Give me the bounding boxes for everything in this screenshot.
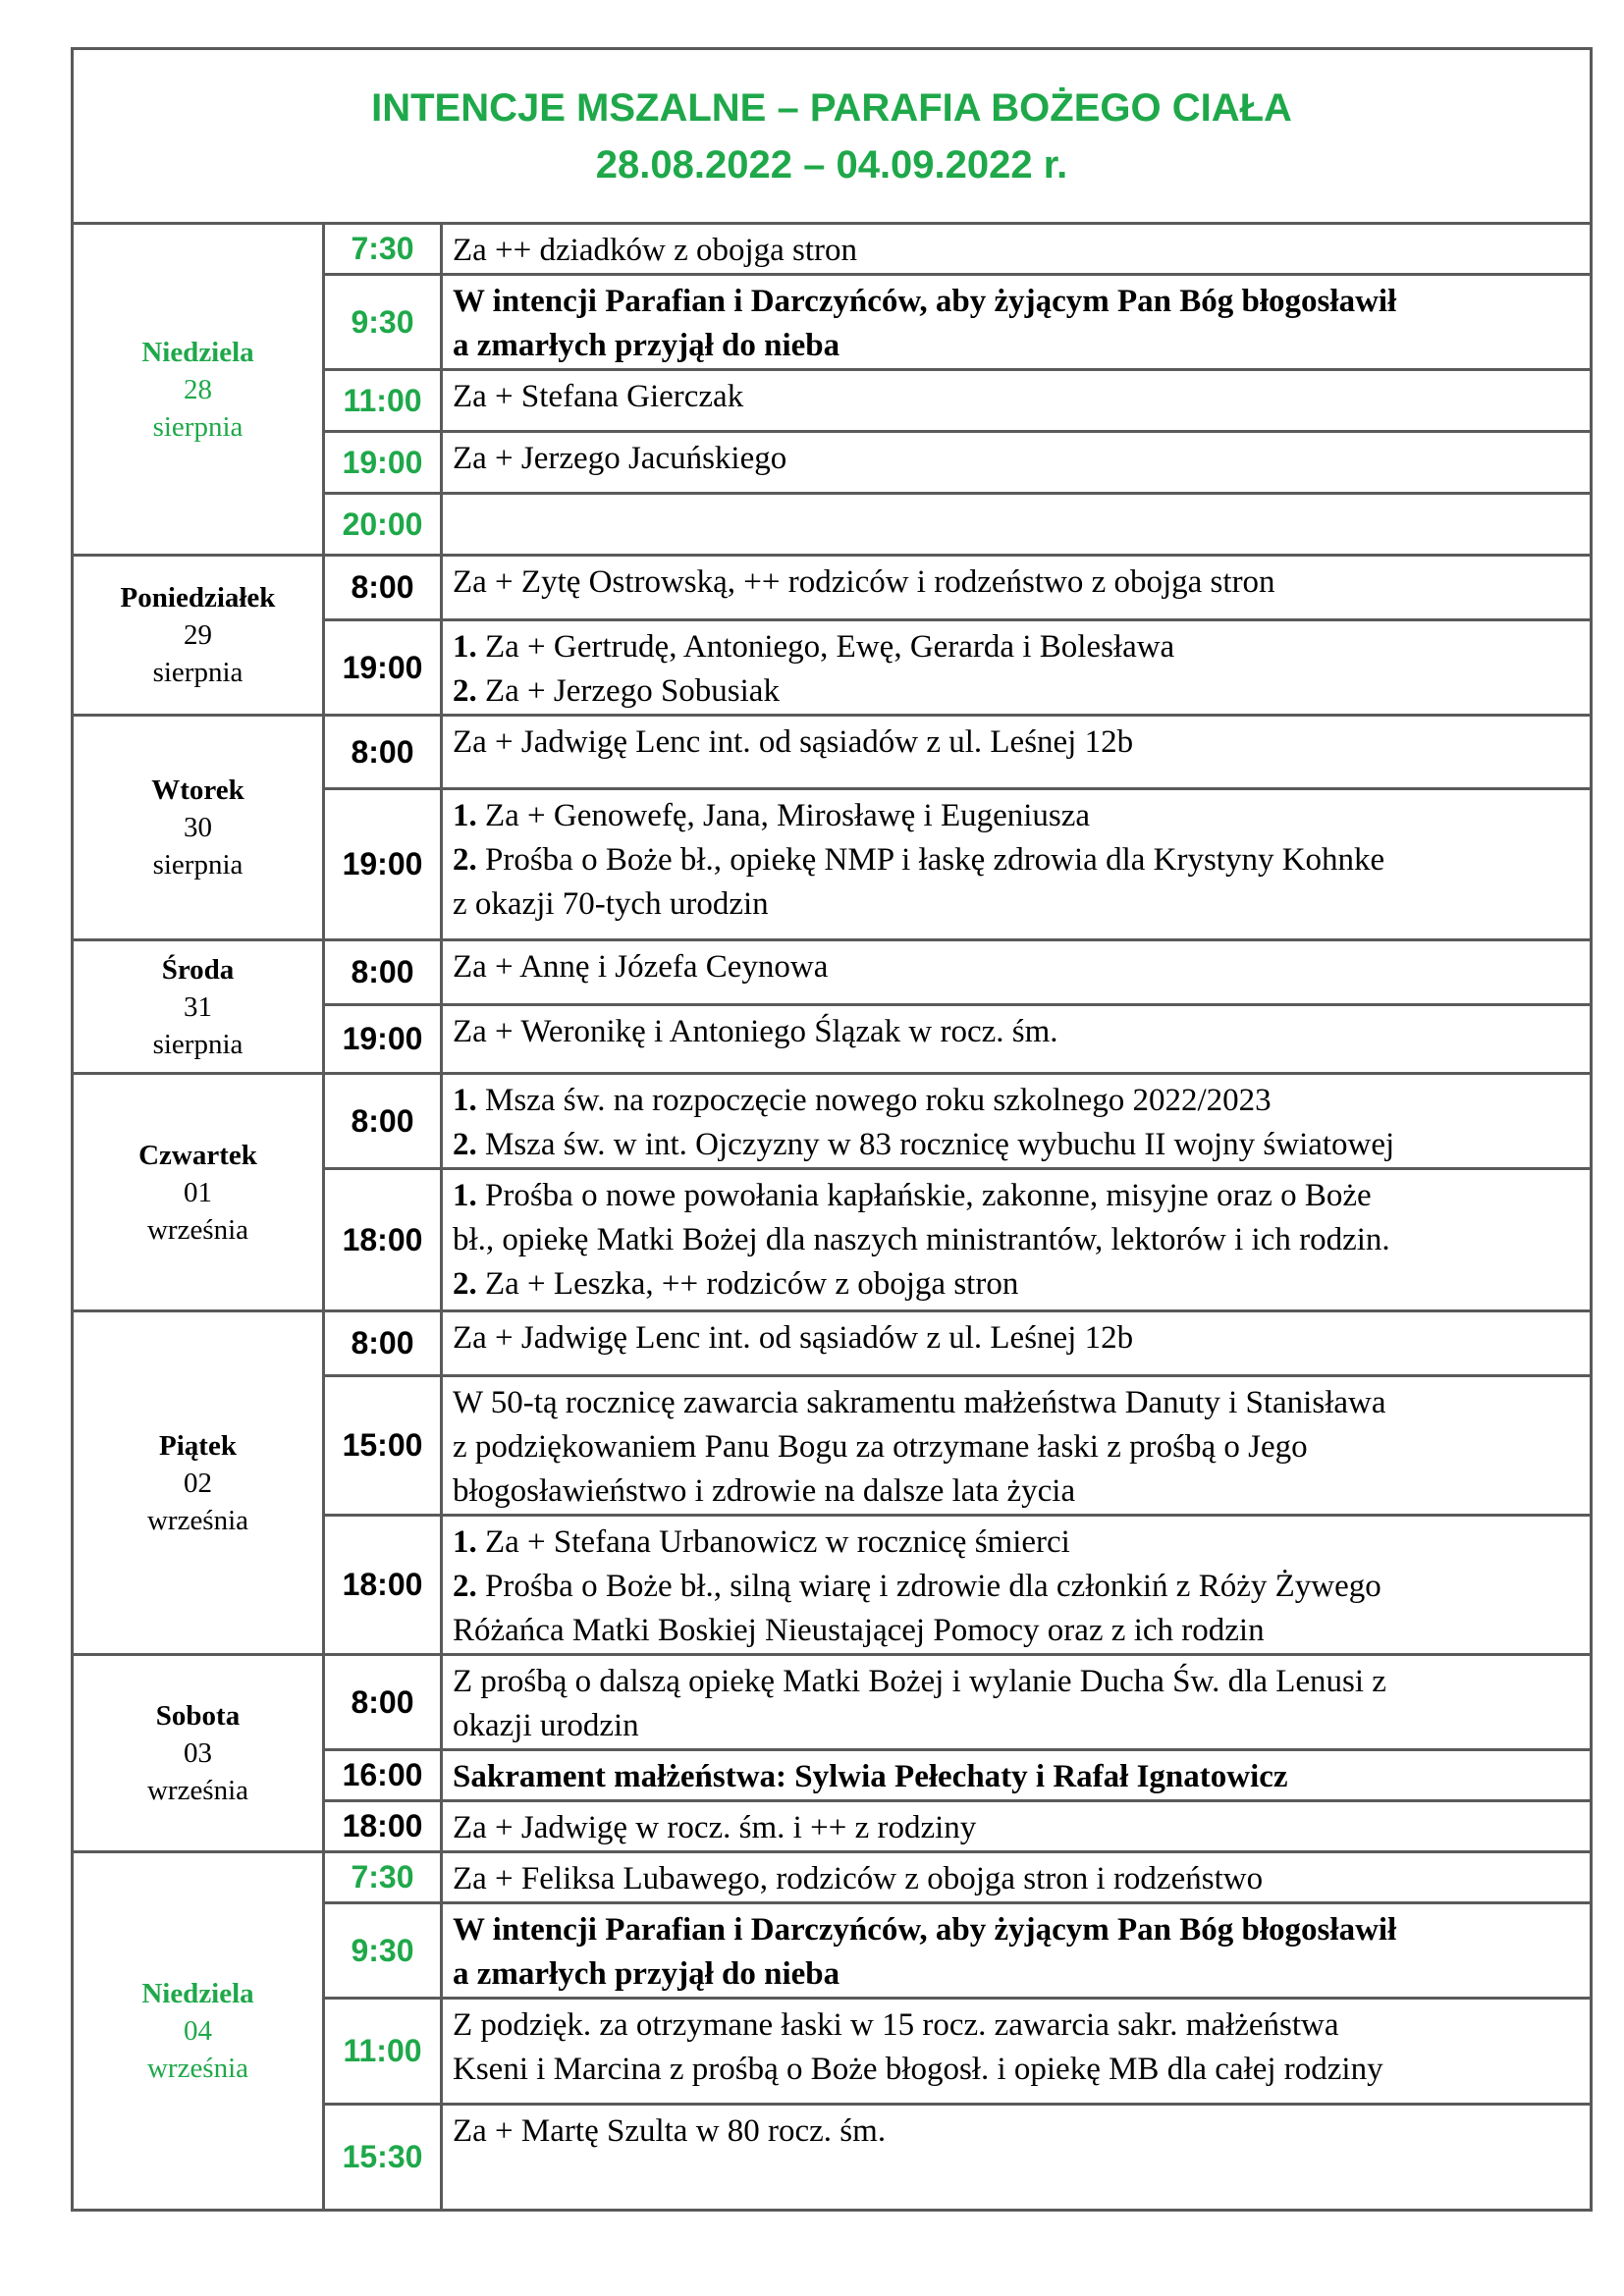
intention-line (453, 1755, 1580, 1799)
day-month: sierpnia (152, 657, 244, 688)
intention-line (453, 1262, 1580, 1307)
day-month: września (146, 1504, 249, 1536)
mass-time: 20:00 (324, 494, 442, 556)
mass-time: 8:00 (324, 940, 442, 1005)
mass-intention (442, 1655, 1592, 1750)
intention-line (453, 1952, 1580, 1997)
intention-number: 2. (453, 1569, 477, 1604)
day-number: 28 (184, 373, 212, 405)
mass-intention (442, 275, 1592, 370)
intention-number: 1. (453, 1524, 477, 1560)
intention-text: W 50-tą rocznicę zawarcia sakramentu małżeństwa Danuty i Stanisława (453, 1385, 1386, 1420)
mass-time: 8:00 (324, 1311, 442, 1376)
intention-line (453, 1218, 1580, 1262)
intention-line (453, 1704, 1580, 1748)
intention-text: Za + Genowefę, Jana, Mirosławę i Eugeniusza (476, 798, 1091, 833)
intention-line (453, 721, 1580, 765)
intention-text: Msza św. na rozpoczęcie nowego roku szkolnego 2022/2023 (476, 1083, 1272, 1118)
intention-number: 2. (453, 1127, 477, 1162)
intention-text: Różańca Matki Boskiej Nieustającej Pomocy oraz z ich rodzin (453, 1613, 1265, 1648)
intention-text: W intencji Parafian i Darczyńców, aby żyjącym Pan Bóg błogosławił (453, 1912, 1397, 1948)
mass-time: 7:30 (324, 224, 442, 275)
mass-row (73, 556, 1592, 620)
day-number: 02 (184, 1467, 212, 1499)
mass-intention (442, 494, 1592, 556)
title-cell (73, 49, 1592, 224)
intention-text: Za + Stefana Gierczak (453, 379, 744, 414)
mass-intention (442, 1516, 1592, 1655)
intention-line (453, 945, 1580, 989)
day-cell (73, 940, 324, 1074)
day-month: września (146, 2053, 249, 2084)
intention-line (453, 1857, 1580, 1901)
intention-line (453, 1381, 1580, 1425)
mass-intention (442, 1074, 1592, 1169)
intention-text: okazji urodzin (453, 1708, 639, 1743)
mass-time: 15:00 (324, 1376, 442, 1516)
mass-intention (442, 716, 1592, 789)
mass-time: 8:00 (324, 1655, 442, 1750)
mass-intention (442, 940, 1592, 1005)
intention-number: 1. (453, 798, 477, 833)
intention-text: Za ++ dziadków z obojga stron (453, 233, 858, 268)
intention-text: Za + Stefana Urbanowicz w rocznicę śmierci (476, 1524, 1070, 1560)
mass-time: 18:00 (324, 1516, 442, 1655)
mass-intention (442, 620, 1592, 716)
intention-line (453, 1521, 1580, 1565)
day-name: Niedziela (141, 336, 254, 368)
table-body (73, 49, 1592, 2211)
intention-line (453, 437, 1580, 481)
day-cell (73, 556, 324, 716)
mass-intention (442, 1311, 1592, 1376)
mass-intention (442, 1376, 1592, 1516)
intention-text: Za + Annę i Józefa Ceynowa (453, 949, 829, 985)
intention-text: Z prośbą o dalszą opiekę Matki Bożej i wylanie Ducha Św. dla Lenusi z (453, 1664, 1386, 1699)
day-number: 31 (184, 990, 212, 1023)
intention-line (453, 669, 1580, 714)
intention-text: W intencji Parafian i Darczyńców, aby żyjącym Pan Bóg błogosławił (453, 284, 1397, 319)
intention-text: Prośba o Boże bł., opiekę NMP i łaskę zdrowia dla Krystyny Kohnke (476, 842, 1385, 878)
intention-line (453, 1609, 1580, 1653)
mass-time: 9:30 (324, 1903, 442, 1999)
mass-intention (442, 1801, 1592, 1852)
day-number: 01 (184, 1176, 212, 1208)
day-cell (73, 1311, 324, 1655)
mass-intention (442, 556, 1592, 620)
intention-line (453, 794, 1580, 838)
intention-text: a zmarłych przyjął do nieba (453, 1956, 840, 1992)
day-name: Środa (161, 953, 235, 986)
mass-intentions-table (71, 47, 1593, 2212)
day-cell (73, 224, 324, 556)
intention-line (453, 625, 1580, 669)
mass-row (73, 1852, 1592, 1903)
intention-text: Za + Feliksa Lubawego, rodziców z obojga stron i rodzeństwo (453, 1861, 1264, 1896)
intention-line (453, 375, 1580, 419)
intention-text: Za + Gertrudę, Antoniego, Ewę, Gerarda i Bolesława (476, 629, 1175, 665)
mass-intention (442, 1999, 1592, 2105)
intention-number: 2. (453, 842, 477, 878)
intention-line (453, 1469, 1580, 1514)
day-number: 30 (184, 812, 212, 843)
mass-time: 9:30 (324, 275, 442, 370)
intention-text: Msza św. w int. Ojczyzny w 83 rocznicę wybuchu II wojny światowej (476, 1127, 1395, 1162)
mass-intention (442, 432, 1592, 494)
intention-text: Za + Weronikę i Antoniego Ślązak w rocz. śm. (453, 1014, 1058, 1049)
mass-intention (442, 789, 1592, 940)
date-range: 28.08.2022 – 04.09.2022 r. (595, 142, 1068, 187)
intention-text: Za + Jadwigę Lenc int. od sąsiadów z ul. Leśnej 12b (453, 1320, 1134, 1356)
mass-time: 19:00 (324, 1005, 442, 1074)
day-month: września (146, 1775, 249, 1806)
mass-row (73, 940, 1592, 1005)
mass-row (73, 716, 1592, 789)
mass-time: 8:00 (324, 556, 442, 620)
intention-line (453, 2109, 1580, 2154)
intention-line (453, 324, 1580, 368)
intention-number: 1. (453, 629, 477, 665)
intention-text: z okazji 70-tych urodzin (453, 886, 769, 922)
day-name: Poniedziałek (120, 582, 276, 614)
intention-number: 2. (453, 673, 477, 709)
day-number: 04 (184, 2015, 212, 2047)
day-name: Piątek (159, 1429, 237, 1462)
intention-text: a zmarłych przyjął do nieba (453, 328, 840, 363)
intention-text: Prośba o Boże bł., silną wiarę i zdrowie dla członkiń z Róży Żywego (476, 1569, 1381, 1604)
mass-row (73, 1311, 1592, 1376)
intention-line (453, 1425, 1580, 1469)
day-name: Wtorek (151, 774, 244, 806)
mass-time: 15:30 (324, 2105, 442, 2211)
intention-text: Za + Jerzego Jacuńskiego (453, 441, 787, 476)
intention-line (453, 280, 1580, 324)
page-title: INTENCJE MSZALNE – PARAFIA BOŻEGO CIAŁA (371, 85, 1292, 130)
mass-row (73, 224, 1592, 275)
intention-text: Z podzięk. za otrzymane łaski w 15 rocz. zawarcia sakr. małżeństwa (453, 2007, 1339, 2043)
intention-line (453, 229, 1580, 273)
intention-line (453, 1908, 1580, 1952)
mass-intention (442, 224, 1592, 275)
mass-time: 11:00 (324, 1999, 442, 2105)
intention-number: 2. (453, 1266, 477, 1302)
mass-intention (442, 1903, 1592, 1999)
intention-text: Za + Jadwigę Lenc int. od sąsiadów z ul. Leśnej 12b (453, 724, 1134, 760)
intention-line (453, 1565, 1580, 1609)
intention-line (453, 838, 1580, 882)
title-row (73, 49, 1592, 224)
mass-intention (442, 1852, 1592, 1903)
intention-text: Za + Zytę Ostrowską, ++ rodziców i rodzeństwo z obojga stron (453, 564, 1275, 600)
mass-intention (442, 2105, 1592, 2211)
mass-intention (442, 1750, 1592, 1801)
intention-line (453, 1174, 1580, 1218)
intention-text: Za + Leszka, ++ rodziców z obojga stron (476, 1266, 1019, 1302)
mass-time: 11:00 (324, 370, 442, 432)
mass-time: 8:00 (324, 1074, 442, 1169)
intention-line (453, 1316, 1580, 1361)
day-name: Niedziela (141, 1978, 254, 2009)
intention-line (453, 2048, 1580, 2092)
mass-time: 7:30 (324, 1852, 442, 1903)
intention-line (453, 1806, 1580, 1850)
mass-intention (442, 1005, 1592, 1074)
day-month: września (146, 1213, 249, 1246)
intention-text: Za + Martę Szulta w 80 rocz. śm. (453, 2113, 887, 2149)
mass-time: 18:00 (324, 1801, 442, 1852)
day-month: sierpnia (152, 410, 244, 443)
intention-text: Kseni i Marcina z prośbą o Boże błogosł. i opiekę MB dla całej rodziny (453, 2052, 1383, 2087)
intention-line (453, 882, 1580, 927)
intention-text: Sakrament małżeństwa: Sylwia Pełechaty i Rafał Ignatowicz (453, 1759, 1288, 1794)
intention-line (453, 561, 1580, 605)
day-cell (73, 716, 324, 940)
intention-line (453, 1010, 1580, 1054)
mass-time: 8:00 (324, 716, 442, 789)
mass-time: 19:00 (324, 432, 442, 494)
intention-text: bł., opiekę Matki Bożej dla naszych ministrantów, lektorów i ich rodzin. (453, 1222, 1390, 1257)
intention-line (453, 2003, 1580, 2048)
day-month: sierpnia (152, 1028, 244, 1060)
day-cell (73, 1655, 324, 1852)
intention-line (453, 1660, 1580, 1704)
mass-time: 19:00 (324, 620, 442, 716)
intention-text: Za + Jerzego Sobusiak (476, 673, 780, 709)
intention-text: błogosławieństwo i zdrowie na dalsze lata życia (453, 1473, 1076, 1509)
mass-intention (442, 370, 1592, 432)
day-month: sierpnia (152, 849, 244, 881)
intention-text: Prośba o nowe powołania kapłańskie, zakonne, misyjne oraz o Boże (476, 1178, 1372, 1213)
day-cell (73, 1074, 324, 1311)
intention-number: 1. (453, 1178, 477, 1213)
day-number: 03 (184, 1737, 212, 1769)
mass-time: 16:00 (324, 1750, 442, 1801)
day-name: Sobota (155, 1700, 241, 1732)
mass-row (73, 1074, 1592, 1169)
mass-time: 19:00 (324, 789, 442, 940)
day-cell (73, 1852, 324, 2211)
mass-intention (442, 1169, 1592, 1311)
intention-text: Za + Jadwigę w rocz. śm. i ++ z rodziny (453, 1810, 977, 1845)
mass-row (73, 1655, 1592, 1750)
day-number: 29 (184, 619, 212, 651)
intention-line (453, 1123, 1580, 1167)
intention-text: z podziękowaniem Panu Bogu za otrzymane łaski z prośbą o Jego (453, 1429, 1308, 1465)
intention-line (453, 1079, 1580, 1123)
mass-time: 18:00 (324, 1169, 442, 1311)
day-name: Czwartek (138, 1139, 257, 1171)
intention-number: 1. (453, 1083, 477, 1118)
